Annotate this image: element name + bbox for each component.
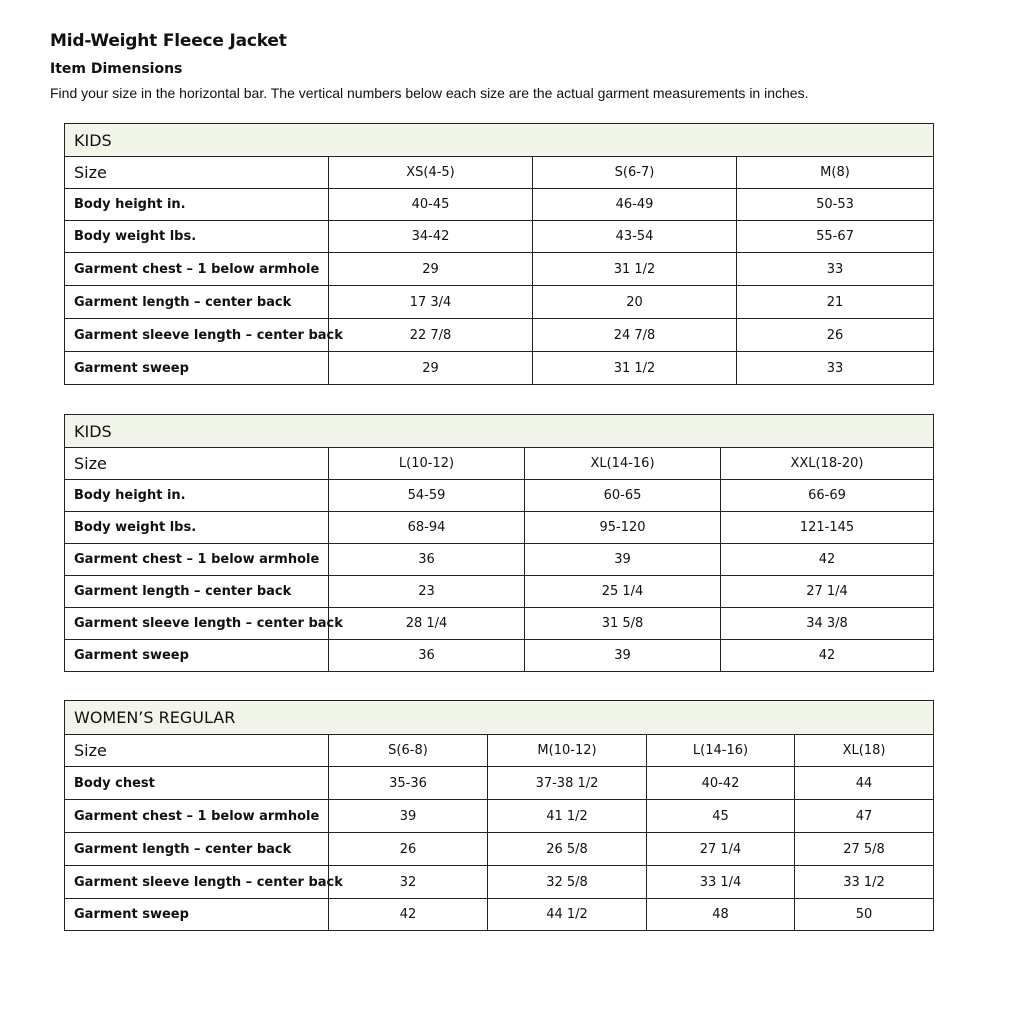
measurement-cell: 46-49 (533, 189, 737, 221)
table-row (65, 833, 934, 866)
measurement-cell: 50 (795, 899, 934, 931)
measurement-cell: 42 (721, 544, 934, 576)
section-subtitle: Item Dimensions (50, 61, 183, 77)
table-row (65, 866, 934, 899)
row-label: Body height in. (65, 189, 329, 221)
row-label: Garment sleeve length – center back (65, 319, 329, 352)
row-label: Body height in. (65, 480, 329, 512)
table-row (65, 286, 934, 319)
measurement-cell: 27 1/4 (647, 833, 795, 866)
table-section-title: KIDS (65, 124, 934, 157)
row-label: Garment chest – 1 below armhole (65, 544, 329, 576)
measurement-cell: 50-53 (737, 189, 934, 221)
measurement-cell: 27 5/8 (795, 833, 934, 866)
row-label: Garment length – center back (65, 833, 329, 866)
row-label: Garment chest – 1 below armhole (65, 800, 329, 833)
measurement-cell: 66-69 (721, 480, 934, 512)
measurement-cell: 44 1/2 (488, 899, 647, 931)
size-column-header: XL(14-16) (525, 448, 721, 480)
size-column-header: XS(4-5) (329, 157, 533, 189)
measurement-cell: 31 1/2 (533, 253, 737, 286)
row-label: Garment sweep (65, 640, 329, 672)
table-row (65, 253, 934, 286)
size-table-kids-large (64, 414, 934, 672)
row-label: Body weight lbs. (65, 512, 329, 544)
row-label: Garment sweep (65, 352, 329, 385)
table-row (65, 512, 934, 544)
measurement-cell: 27 1/4 (721, 576, 934, 608)
measurement-cell: 55-67 (737, 221, 934, 253)
row-label: Garment chest – 1 below armhole (65, 253, 329, 286)
size-column-header: XXL(18-20) (721, 448, 934, 480)
measurement-cell: 32 (329, 866, 488, 899)
table-row (65, 544, 934, 576)
measurement-cell: 22 7/8 (329, 319, 533, 352)
measurement-cell: 40-42 (647, 767, 795, 800)
table-section-title: KIDS (65, 415, 934, 448)
table-section-title: WOMEN’S REGULAR (65, 701, 934, 735)
table-row (65, 319, 934, 352)
measurement-cell: 25 1/4 (525, 576, 721, 608)
measurement-cell: 17 3/4 (329, 286, 533, 319)
table-row (65, 608, 934, 640)
page-title: Mid-Weight Fleece Jacket (50, 31, 287, 51)
measurement-cell: 33 1/2 (795, 866, 934, 899)
measurement-cell: 54-59 (329, 480, 525, 512)
size-label: Size (65, 448, 329, 480)
measurement-cell: 34 3/8 (721, 608, 934, 640)
measurement-cell: 23 (329, 576, 525, 608)
measurement-cell: 35-36 (329, 767, 488, 800)
measurement-cell: 44 (795, 767, 934, 800)
table-row (65, 640, 934, 672)
table-row (65, 767, 934, 800)
measurement-cell: 40-45 (329, 189, 533, 221)
measurement-cell: 36 (329, 544, 525, 576)
size-column-header: L(14-16) (647, 735, 795, 767)
measurement-cell: 121-145 (721, 512, 934, 544)
table-row (65, 221, 934, 253)
measurement-cell: 60-65 (525, 480, 721, 512)
size-label: Size (65, 735, 329, 767)
measurement-cell: 24 7/8 (533, 319, 737, 352)
measurement-cell: 33 (737, 352, 934, 385)
row-label: Garment sweep (65, 899, 329, 931)
size-column-header: XL(18) (795, 735, 934, 767)
measurement-cell: 28 1/4 (329, 608, 525, 640)
size-table-womens-regular (64, 700, 934, 931)
measurement-cell: 39 (329, 800, 488, 833)
measurement-cell: 34-42 (329, 221, 533, 253)
table-row (65, 480, 934, 512)
table-row (65, 352, 934, 385)
measurement-cell: 37-38 1/2 (488, 767, 647, 800)
intro-text: Find your size in the horizontal bar. The vertical numbers below each size are the actual garment measurements in inches. (50, 85, 809, 101)
measurement-cell: 33 1/4 (647, 866, 795, 899)
table-row (65, 189, 934, 221)
size-column-header: S(6-7) (533, 157, 737, 189)
size-column-header: S(6-8) (329, 735, 488, 767)
measurement-cell: 43-54 (533, 221, 737, 253)
size-header-row (65, 448, 934, 480)
measurement-cell: 45 (647, 800, 795, 833)
measurement-cell: 31 5/8 (525, 608, 721, 640)
size-header-row (65, 735, 934, 767)
measurement-cell: 26 (329, 833, 488, 866)
row-label: Garment length – center back (65, 286, 329, 319)
measurement-cell: 29 (329, 253, 533, 286)
measurement-cell: 33 (737, 253, 934, 286)
measurement-cell: 29 (329, 352, 533, 385)
measurement-cell: 95-120 (525, 512, 721, 544)
row-label: Garment length – center back (65, 576, 329, 608)
row-label: Body chest (65, 767, 329, 800)
measurement-cell: 32 5/8 (488, 866, 647, 899)
size-header-row (65, 157, 934, 189)
size-column-header: M(10-12) (488, 735, 647, 767)
measurement-cell: 31 1/2 (533, 352, 737, 385)
measurement-cell: 26 5/8 (488, 833, 647, 866)
measurement-cell: 47 (795, 800, 934, 833)
row-label: Body weight lbs. (65, 221, 329, 253)
measurement-cell: 48 (647, 899, 795, 931)
size-column-header: L(10-12) (329, 448, 525, 480)
measurement-cell: 42 (329, 899, 488, 931)
size-label: Size (65, 157, 329, 189)
measurement-cell: 39 (525, 640, 721, 672)
measurement-cell: 68-94 (329, 512, 525, 544)
measurement-cell: 21 (737, 286, 934, 319)
row-label: Garment sleeve length – center back (65, 866, 329, 899)
measurement-cell: 20 (533, 286, 737, 319)
measurement-cell: 26 (737, 319, 934, 352)
table-row (65, 800, 934, 833)
measurement-cell: 42 (721, 640, 934, 672)
size-column-header: M(8) (737, 157, 934, 189)
size-table-kids-small (64, 123, 934, 385)
table-row (65, 899, 934, 931)
measurement-cell: 39 (525, 544, 721, 576)
measurement-cell: 41 1/2 (488, 800, 647, 833)
table-row (65, 576, 934, 608)
row-label: Garment sleeve length – center back (65, 608, 329, 640)
measurement-cell: 36 (329, 640, 525, 672)
